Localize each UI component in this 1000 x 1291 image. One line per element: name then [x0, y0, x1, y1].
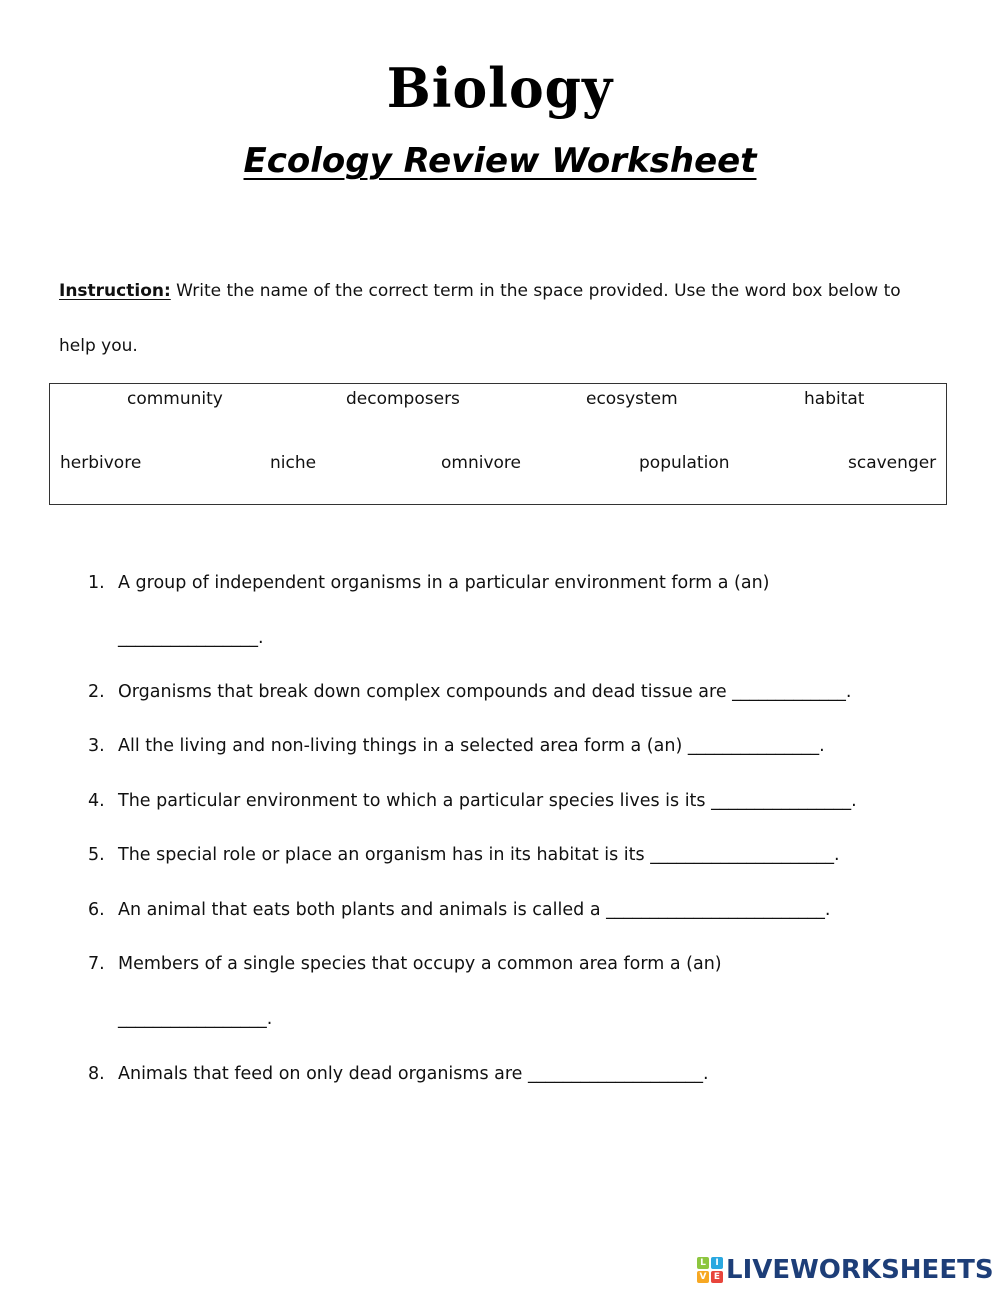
- question-number: 5.: [88, 845, 105, 865]
- word-scavenger: scavenger: [848, 453, 937, 473]
- question-8: [88, 1064, 709, 1084]
- worksheet-title: Biology: [386, 56, 614, 121]
- instruction: [59, 264, 939, 374]
- question-number: 8.: [88, 1064, 105, 1084]
- question-number: 4.: [88, 791, 105, 811]
- logo-tile-v: V: [697, 1271, 709, 1283]
- word-niche: niche: [270, 453, 317, 473]
- answer-blank-7[interactable]: _________________.: [118, 1009, 273, 1029]
- question-3: [88, 736, 825, 756]
- answer-blank-1[interactable]: ________________.: [118, 628, 264, 648]
- logo-text: LIVEWORKSHEETS: [726, 1255, 994, 1285]
- logo-tile-e: E: [711, 1271, 723, 1283]
- word-community: community: [127, 389, 223, 409]
- question-text: Animals that feed on only dead organisms are ____________________.: [118, 1064, 709, 1084]
- word-box: [49, 383, 947, 505]
- question-text: The particular environment to which a particular species lives is its ________________.: [118, 791, 857, 811]
- word-omnivore: omnivore: [441, 453, 521, 473]
- question-text: The special role or place an organism has in its habitat is its _____________________.: [118, 845, 840, 865]
- logo-tile-i: I: [711, 1257, 723, 1269]
- question-number: 3.: [88, 736, 105, 756]
- question-2: [88, 682, 851, 702]
- worksheet-subtitle: Ecology Review Worksheet: [243, 141, 757, 181]
- question-text: An animal that eats both plants and animals is called a _________________________.: [118, 900, 831, 920]
- question-text: Members of a single species that occupy a common area form a (an): [118, 954, 722, 974]
- question-7: [88, 954, 722, 974]
- word-decomposers: decomposers: [346, 389, 460, 409]
- instruction-text: Write the name of the correct term in the space provided. Use the word box below to help you.: [59, 281, 901, 356]
- question-number: 7.: [88, 954, 105, 974]
- word-population: population: [639, 453, 730, 473]
- question-5: [88, 845, 840, 865]
- question-number: 6.: [88, 900, 105, 920]
- word-habitat: habitat: [804, 389, 865, 409]
- word-herbivore: herbivore: [60, 453, 142, 473]
- question-4: [88, 791, 857, 811]
- liveworksheets-logo: [697, 1253, 994, 1287]
- question-text: A group of independent organisms in a particular environment form a (an): [118, 573, 770, 593]
- question-text: Organisms that break down complex compounds and dead tissue are _____________.: [118, 682, 852, 702]
- question-1: [88, 573, 770, 593]
- logo-tiles-icon: [697, 1257, 723, 1283]
- question-text: All the living and non-living things in a selected area form a (an) _______________.: [118, 736, 825, 756]
- logo-tile-l: L: [697, 1257, 709, 1269]
- word-ecosystem: ecosystem: [586, 389, 678, 409]
- instruction-label: Instruction:: [59, 281, 171, 301]
- question-number: 1.: [88, 573, 105, 593]
- question-number: 2.: [88, 682, 105, 702]
- question-6: [88, 900, 830, 920]
